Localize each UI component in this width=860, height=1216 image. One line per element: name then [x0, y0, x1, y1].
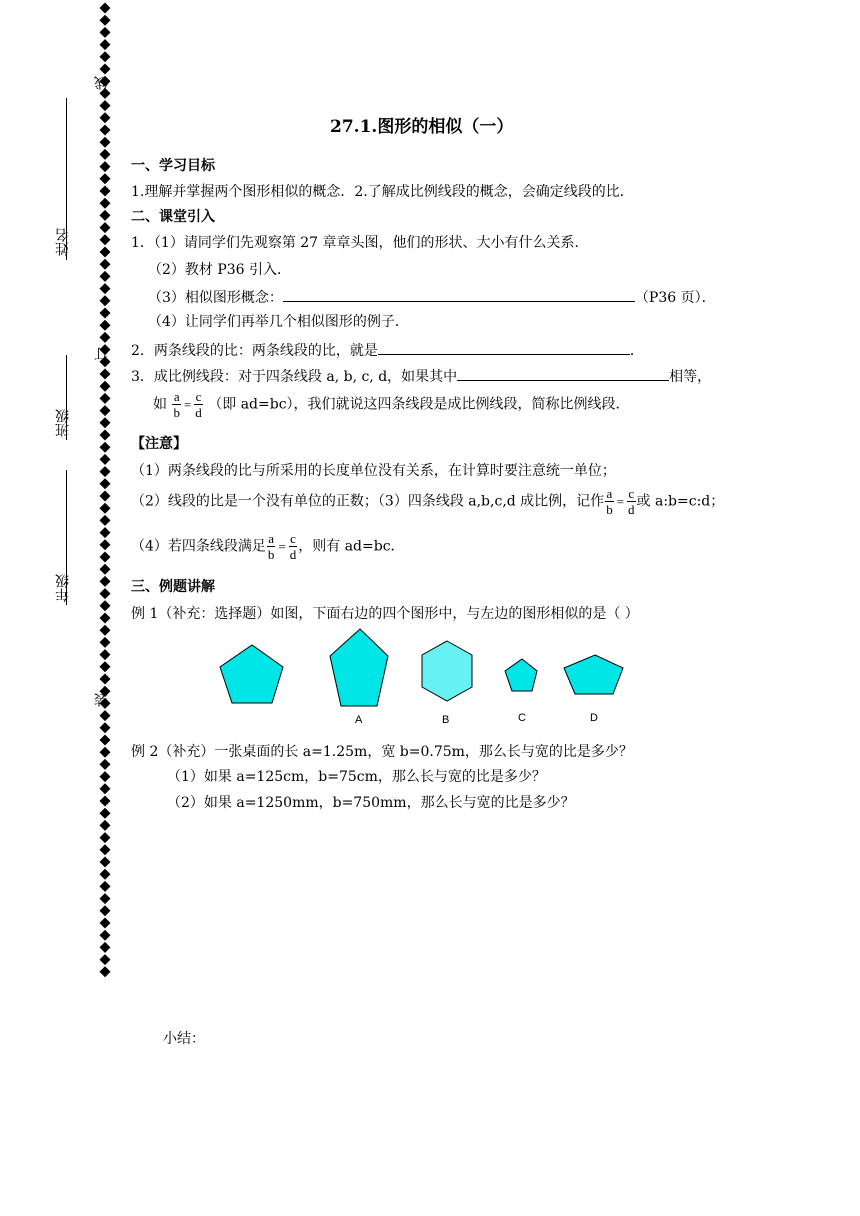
example-1: 例 1（补充：选择题）如图，下面右边的四个图形中，与左边的图形相似的是（ ）: [131, 606, 639, 622]
name-label: 姓名: [55, 228, 71, 256]
fraction-denominator: d: [628, 502, 635, 517]
binding-diamond: [100, 295, 111, 306]
binding-diamond: [100, 393, 111, 404]
intro-item-5-end: ．: [629, 343, 644, 359]
binding-diamond: [100, 100, 111, 111]
binding-diamond: [100, 869, 111, 880]
equals-sign: =: [278, 538, 286, 554]
fraction-a-b: [172, 389, 181, 420]
binding-diamond: [100, 405, 111, 416]
binding-diamond: [100, 820, 111, 831]
binding-diamond: [100, 3, 111, 14]
fraction-denominator: b: [267, 547, 275, 562]
binding-diamond: [100, 893, 111, 904]
fraction-numerator: c: [290, 531, 296, 546]
binding-diamond: [100, 954, 111, 965]
fraction-denominator: d: [195, 405, 202, 420]
fraction-denominator: d: [289, 547, 297, 562]
intro-item-7-text: 如: [153, 396, 167, 413]
intro-item-7-rest: （即 ad=bc），我们就说这四条线段是成比例线段，简称比例线段．: [208, 396, 630, 413]
binding-diamond: [100, 808, 111, 819]
binding-label-bind: 装: [94, 693, 110, 707]
binding-diamond: [100, 51, 111, 62]
binding-diamond: [100, 137, 111, 148]
equals-sign: =: [183, 396, 192, 412]
intro-item-5-text: 2．两条线段的比：两条线段的比，就是: [131, 343, 378, 359]
binding-diamond: [100, 759, 111, 770]
binding-diamond: [100, 674, 111, 685]
example-2-part-1: （1）如果 a=125cm，b=75cm，那么长与宽的比是多少？: [167, 769, 546, 785]
binding-diamond: [100, 491, 111, 502]
binding-diamond: [100, 564, 111, 575]
fraction-numerator: a: [268, 531, 275, 546]
binding-diamond: [100, 234, 111, 245]
intro-item-1: 1．（1）请同学们先观察第 27 章章头图，他们的形状、大小有什么关系．: [131, 235, 589, 251]
binding-diamond: [100, 320, 111, 331]
note-2-end: 或 a:b=c:d；: [636, 493, 725, 510]
section-2-heading: 二、课堂引入: [131, 209, 215, 225]
intro-item-3-page: （P36 页）．: [634, 290, 716, 306]
binding-diamond: [100, 271, 111, 282]
binding-diamond: [100, 661, 111, 672]
binding-diamond: [100, 186, 111, 197]
example-2: 例 2（补充）一张桌面的长 a=1.25m，宽 b=0.75m，那么长与宽的比是多少？: [131, 744, 633, 760]
intro-item-6-text: 3．成比例线段：对于四条线段 a, b, c, d，如果其中: [131, 369, 458, 385]
equals-sign: =: [616, 493, 625, 509]
fraction-numerator: a: [606, 486, 613, 501]
binding-diamond: [100, 308, 111, 319]
binding-diamond: [100, 381, 111, 392]
fraction-numerator: a: [173, 389, 180, 404]
binding-diamond: [100, 125, 111, 136]
binding-diamond: [100, 930, 111, 941]
binding-diamond: [100, 454, 111, 465]
binding-diamond: [100, 283, 111, 294]
option-d-pentagon: [564, 655, 623, 694]
option-a-pentagon: [330, 629, 388, 706]
binding-diamond: [100, 149, 111, 160]
binding-diamond: [100, 966, 111, 977]
binding-diamond: [100, 710, 111, 721]
proportion-blank: [457, 366, 669, 381]
note-2-text: （2）线段的比是一个没有单位的正数；（3）四条线段 a,b,c,d 成比例，记作: [131, 493, 605, 510]
binding-diamond: [100, 588, 111, 599]
binding-diamond: [100, 247, 111, 258]
binding-diamond: [100, 15, 111, 26]
note-3: [131, 531, 405, 562]
intro-item-7: [153, 389, 630, 420]
binding-diamond: [100, 442, 111, 453]
option-b-hexagon: [422, 641, 472, 701]
binding-diamond: [100, 112, 111, 123]
similar-figure-blank: [283, 287, 635, 302]
binding-label-order: 订: [94, 347, 110, 361]
binding-diamond: [100, 637, 111, 648]
class-label: 班级: [55, 409, 71, 437]
binding-diamond: [100, 527, 111, 538]
binding-diamond: [100, 39, 111, 50]
intro-item-6-end: 相等，: [669, 369, 712, 385]
binding-diamond: [100, 881, 111, 892]
fraction-numerator: c: [628, 486, 635, 501]
fraction-denominator: b: [606, 502, 613, 517]
section-3-heading: 三、例题讲解: [131, 579, 215, 595]
binding-diamond: [100, 783, 111, 794]
binding-diamond: [100, 796, 111, 807]
binding-diamond: [100, 466, 111, 477]
binding-diamond: [100, 771, 111, 782]
binding-diamond: [100, 600, 111, 611]
intro-item-3-text: （3）相似图形概念：: [148, 290, 283, 306]
note-3-text: （4）若四条线段满足: [131, 538, 266, 555]
intro-item-5: [131, 340, 644, 360]
note-1: （1）两条线段的比与所采用的长度单位没有关系，在计算时要注意统一单位；: [131, 463, 616, 479]
ratio-blank: [378, 340, 630, 355]
fraction-c-d: [194, 389, 203, 420]
binding-diamond: [100, 478, 111, 489]
binding-diamond: [100, 832, 111, 843]
intro-item-4: （4）让同学们再举几个相似图形的例子．: [148, 314, 409, 330]
binding-diamond: [100, 161, 111, 172]
binding-diamond: [100, 369, 111, 380]
option-b-label: B: [442, 714, 450, 726]
binding-diamond: [100, 747, 111, 758]
binding-diamond: [100, 539, 111, 550]
fraction-c-d: [289, 531, 298, 562]
grade-label: 年级: [55, 574, 71, 602]
binding-diamond: [100, 417, 111, 428]
binding-diamonds: [96, 0, 114, 980]
page-title: 27.1.图形的相似（一）: [330, 117, 514, 137]
fraction-numerator: c: [195, 389, 202, 404]
binding-diamond: [100, 857, 111, 868]
reference-pentagon: [220, 645, 283, 703]
option-a-label: A: [355, 714, 363, 726]
section-1-heading: 一、学习目标: [131, 158, 215, 174]
binding-label-line: 线: [94, 76, 110, 90]
binding-diamond: [100, 576, 111, 587]
note-heading: 【注意】: [131, 436, 187, 452]
binding-diamond: [100, 735, 111, 746]
section-1-text: 1.理解并掌握两个图形相似的概念．2.了解成比例线段的概念，会确定线段的比．: [131, 184, 634, 200]
fraction-denominator: b: [173, 405, 180, 420]
fraction-c-d: [627, 486, 636, 517]
binding-diamond: [100, 503, 111, 514]
binding-diamond: [100, 332, 111, 343]
binding-diamond: [100, 649, 111, 660]
binding-diamond: [100, 613, 111, 624]
option-d-label: D: [590, 712, 598, 724]
binding-diamond: [100, 27, 111, 38]
binding-diamond: [100, 430, 111, 441]
fraction-a-b: [605, 486, 614, 517]
note-2: [131, 486, 724, 517]
binding-diamond: [100, 64, 111, 75]
option-c-label: C: [518, 712, 526, 724]
binding-diamond: [100, 515, 111, 526]
note-3-end: ，则有 ad=bc．: [298, 538, 405, 555]
binding-diamond: [100, 625, 111, 636]
example-2-part-2: （2）如果 a=1250mm，b=750mm，那么长与宽的比是多少？: [167, 795, 575, 811]
summary-label: 小结：: [163, 1031, 205, 1047]
binding-diamond: [100, 905, 111, 916]
binding-diamond: [100, 552, 111, 563]
binding-diamond: [100, 222, 111, 233]
binding-diamond: [100, 210, 111, 221]
binding-diamond: [100, 942, 111, 953]
binding-diamond: [100, 918, 111, 929]
fraction-a-b: [267, 531, 276, 562]
binding-diamond: [100, 722, 111, 733]
binding-diamond: [100, 198, 111, 209]
binding-diamond: [100, 173, 111, 184]
intro-item-3: [148, 287, 716, 307]
intro-item-2: （2）教材 P36 引入．: [148, 262, 292, 278]
intro-item-6: [131, 366, 711, 386]
binding-diamond: [100, 844, 111, 855]
binding-diamond: [100, 259, 111, 270]
option-c-pentagon: [505, 659, 537, 691]
